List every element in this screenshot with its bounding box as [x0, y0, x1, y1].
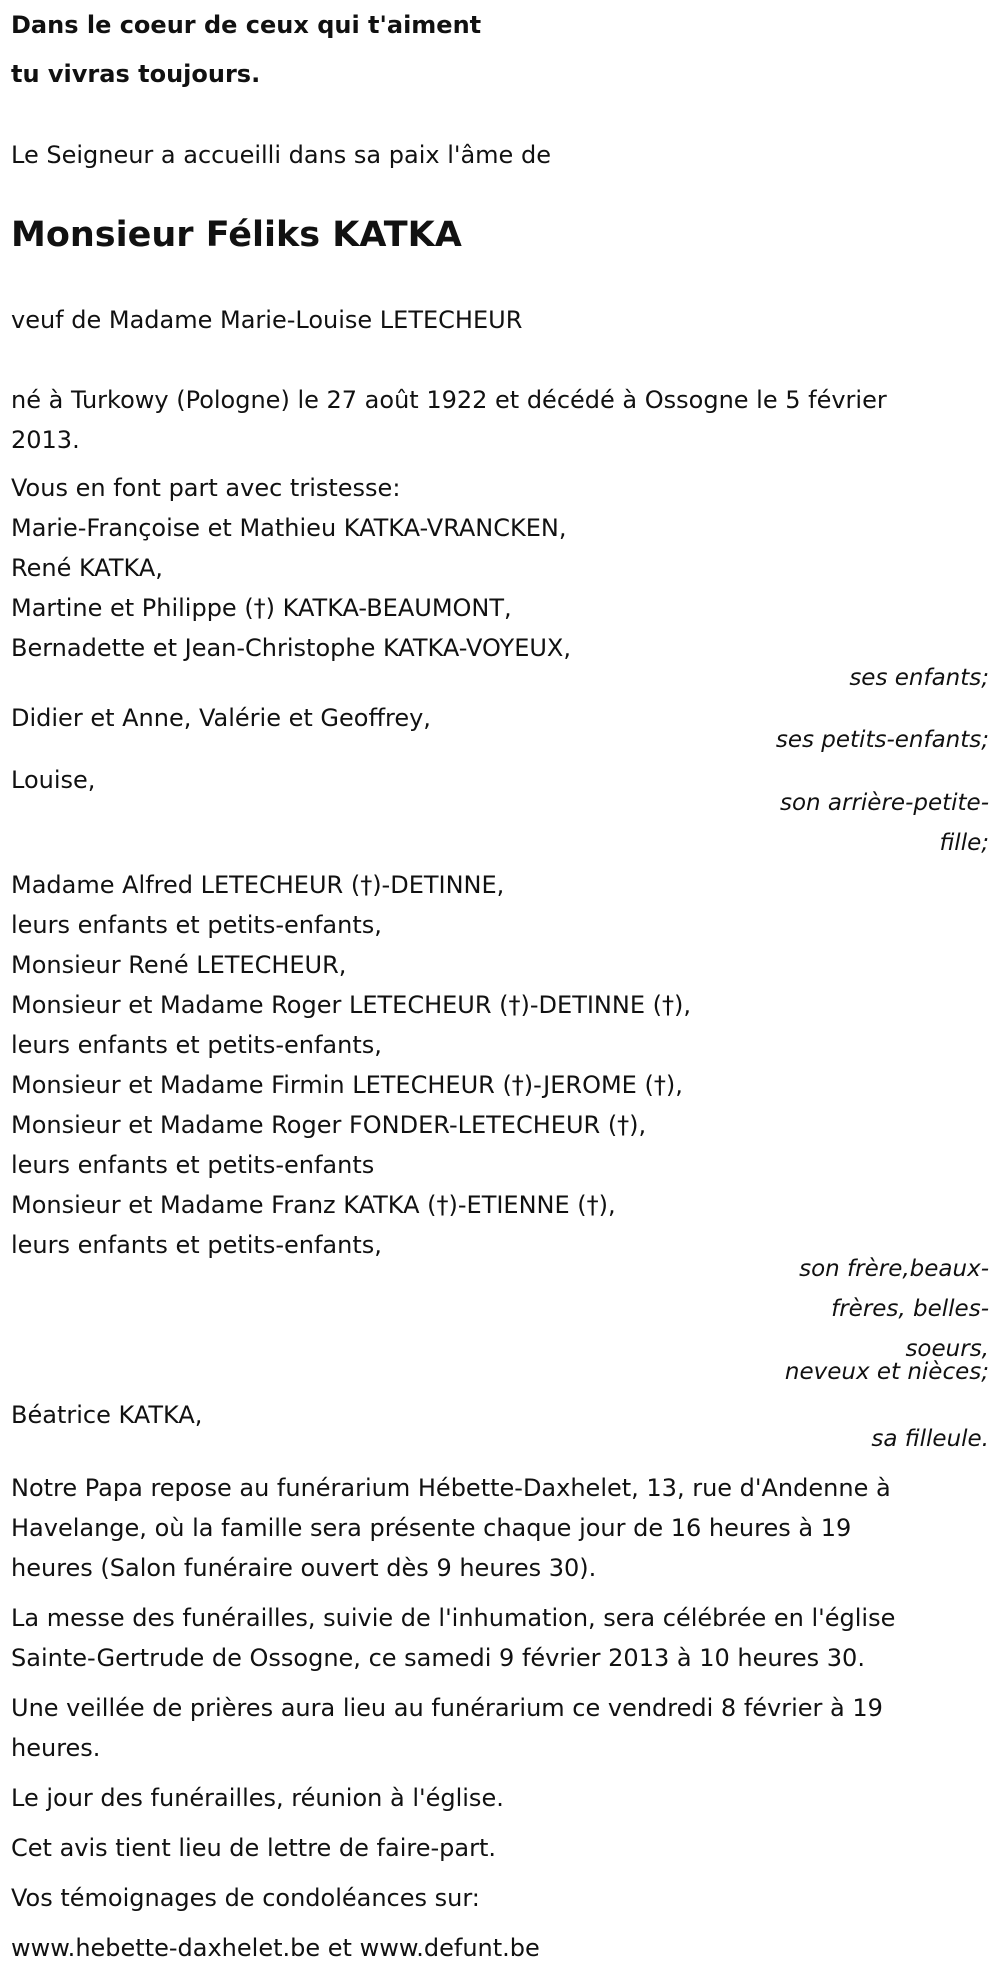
epigraph-line-1: Dans le coeur de ceux qui t'aiment: [11, 11, 482, 39]
relative-line: Monsieur et Madame Roger LETECHEUR (†)-DETINNE (†),: [11, 991, 691, 1019]
birth-death-line-2: 2013.: [11, 426, 80, 454]
deceased-name: Monsieur Féliks KATKA: [11, 215, 462, 255]
child-line: Martine et Philippe (†) KATKA-BEAUMONT,: [11, 594, 512, 622]
relative-line: Monsieur et Madame Firmin LETECHEUR (†)-JEROME (†),: [11, 1071, 683, 1099]
widower-of: veuf de Madame Marie-Louise LETECHEUR: [11, 306, 523, 334]
great-grandchild-role-line-2: fille;: [939, 830, 989, 856]
child-line: Bernadette et Jean-Christophe KATKA-VOYEUX,: [11, 634, 572, 662]
relatives-role-line-2: frères, belles-: [831, 1296, 989, 1322]
vigil-line-2: heures.: [11, 1734, 101, 1762]
relative-line: leurs enfants et petits-enfants,: [11, 1231, 382, 1259]
epigraph-line-2: tu vivras toujours.: [11, 60, 261, 88]
goddaughter-role: sa filleule.: [871, 1426, 989, 1452]
relative-line: leurs enfants et petits-enfants,: [11, 911, 382, 939]
funeral-home-line-3: heures (Salon funéraire ouvert dès 9 heures 30).: [11, 1554, 597, 1582]
child-line: Marie-Françoise et Mathieu KATKA-VRANCKEN,: [11, 514, 567, 542]
notice-text: Cet avis tient lieu de lettre de faire-part.: [11, 1834, 496, 1862]
announcement: Vous en font part avec tristesse:: [11, 474, 401, 502]
great-grandchild: Louise,: [11, 766, 96, 794]
children-role: ses enfants;: [849, 665, 989, 691]
relative-line: Monsieur et Madame Franz KATKA (†)-ETIENNE (†),: [11, 1191, 616, 1219]
mass-line-2: Sainte-Gertrude de Ossogne, ce samedi 9 février 2013 à 10 heures 30.: [11, 1644, 865, 1672]
meeting-text: Le jour des funérailles, réunion à l'église.: [11, 1784, 504, 1812]
goddaughter: Béatrice KATKA,: [11, 1401, 203, 1429]
relatives-role-line-4: neveux et nièces;: [784, 1359, 989, 1385]
relative-line: leurs enfants et petits-enfants: [11, 1151, 375, 1179]
condolences-text: Vos témoignages de condoléances sur:: [11, 1884, 480, 1912]
funeral-home-line-1: Notre Papa repose au funérarium Hébette-Daxhelet, 13, rue d'Andenne à: [11, 1474, 891, 1502]
mass-line-1: La messe des funérailles, suivie de l'inhumation, sera célébrée en l'église: [11, 1604, 896, 1632]
relative-line: leurs enfants et petits-enfants,: [11, 1031, 382, 1059]
vigil-line-1: Une veillée de prières aura lieu au funérarium ce vendredi 8 février à 19: [11, 1694, 883, 1722]
birth-death-line-1: né à Turkowy (Pologne) le 27 août 1922 et décédé à Ossogne le 5 février: [11, 386, 887, 414]
relatives-role-line-3: soeurs,: [905, 1336, 989, 1362]
intro-text: Le Seigneur a accueilli dans sa paix l'âme de: [11, 141, 551, 169]
grandchildren-role: ses petits-enfants;: [775, 727, 989, 753]
relative-line: Monsieur René LETECHEUR,: [11, 951, 347, 979]
websites-text: www.hebette-daxhelet.be et www.defunt.be: [11, 1934, 540, 1962]
great-grandchild-role-line-1: son arrière-petite-: [779, 790, 989, 816]
relative-line: Madame Alfred LETECHEUR (†)-DETINNE,: [11, 871, 505, 899]
relative-line: Monsieur et Madame Roger FONDER-LETECHEUR (†),: [11, 1111, 647, 1139]
relatives-role-line-1: son frère,beaux-: [799, 1256, 989, 1282]
funeral-home-line-2: Havelange, où la famille sera présente chaque jour de 16 heures à 19: [11, 1514, 852, 1542]
grandchildren: Didier et Anne, Valérie et Geoffrey,: [11, 704, 431, 732]
child-line: René KATKA,: [11, 554, 163, 582]
